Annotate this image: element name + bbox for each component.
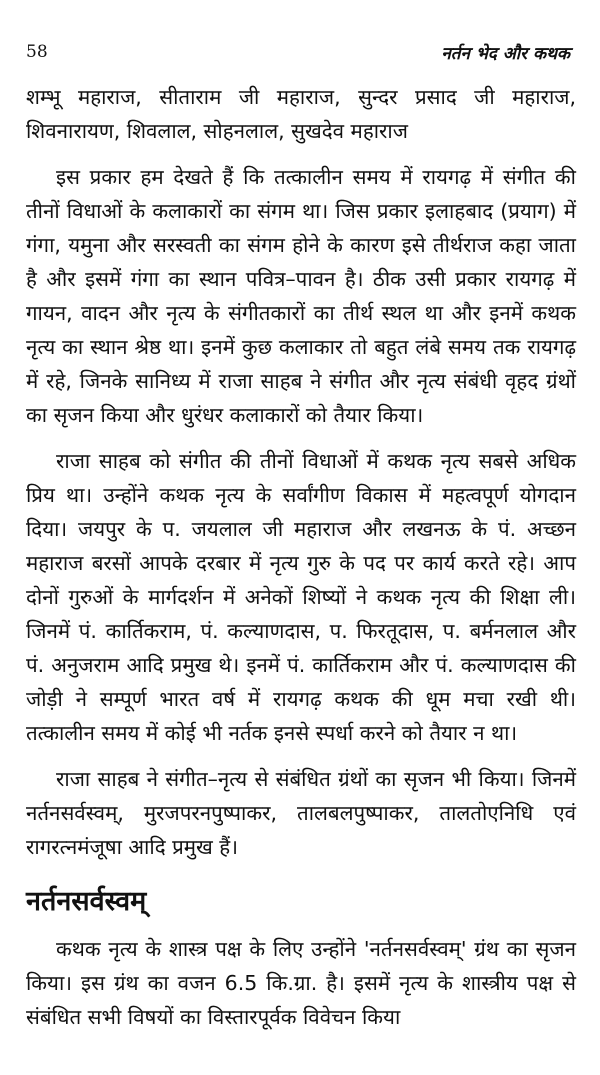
paragraph-nartansarvaswam: कथक नृत्य के शास्त्र पक्ष के लिए उन्होंने 'नर्तनसर्वस्वम्' ग्रंथ का सृजन किया। इस ग्रंथ का वजन 6.5 कि.ग्रा. है। इसमें नृत्य के शास्त्रीय पक्ष से संबंधित सभी विषयों का विस्तारपूर्वक विवेचन किया [26, 937, 576, 1029]
paragraph-kathak-patronage: राजा साहब को संगीत की तीनों विधाओं में कथक नृत्य सबसे अधिक प्रिय था। उन्होंने कथक नृत्य के सर्वांगीण विकास में महत्वपूर्ण योगदान दिया। जयपुर के प. जयलाल जी महाराज और लखनऊ के पं. अच्छन महाराज बरसों आपके दरबार में नृत्य गुरु के पद पर कार्य करते रहे। आप दोनों गुरुओं के मार्गदर्शन में अनेकों शिष्यों ने कथक नृत्य की शिक्षा ली। जिनमें पं. कार्तिकराम, पं. कल्याणदास, प. फिरतूदास, प. बर्मनलाल और पं. अनुजराम आदि प्रमुख थे। इनमें पं. कार्तिकराम और पं. कल्याणदास की जोड़ी ने सम्पूर्ण भारत वर्ष में रायगढ़ कथक की धूम मचा रखी थी। तत्कालीन समय में कोई भी नर्तक इनसे स्पर्धा करने को तैयार न था। [26, 449, 576, 745]
running-title: नर्तन भेद और कथक [441, 43, 570, 64]
intro-names-line: शम्भू महाराज, सीताराम जी महाराज, सुन्दर प्रसाद जी महाराज, शिवनारायण, शिवलाल, सोहनलाल, सुखदेव महाराज [26, 85, 576, 143]
page-body [26, 80, 576, 1046]
page-header [26, 40, 570, 64]
page-number: 58 [26, 42, 48, 62]
paragraph-raigarh-sangam: इस प्रकार हम देखते हैं कि तत्कालीन समय में रायगढ़ में संगीत की तीनों विधाओं के कलाकारों का संगम था। जिस प्रकार इलाहबाद (प्रयाग) में गंगा, यमुना और सरस्वती का संगम होने के कारण इसे तीर्थराज कहा जाता है और इसमें गंगा का स्थान पवित्र–पावन है। ठीक उसी प्रकार रायगढ़ में गायन, वादन और नृत्य के संगीतकारों का तीर्थ स्थल था और इनमें कथक नृत्य का स्थान श्रेष्ठ था। इनमें कुछ कलाकार तो बहुत लंबे समय तक रायगढ़ में रहे, जिनके सानिध्य में राजा साहब ने संगीत और नृत्य संबंधी वृहद ग्रंथों का सृजन किया और धुरंधर कलाकारों को तैयार किया। [26, 165, 576, 427]
paragraph-treatises: राजा साहब ने संगीत–नृत्य से संबंधित ग्रंथों का सृजन भी किया। जिनमें नर्तनसर्वस्वम्, मुरजपरनपुष्पाकर, तालबलपुष्पाकर, तालतोएनिधि एवं रागरत्नमंजूषा आदि प्रमुख हैं। [26, 767, 576, 859]
section-heading: नर्तनसर्वस्वम् [26, 886, 147, 917]
